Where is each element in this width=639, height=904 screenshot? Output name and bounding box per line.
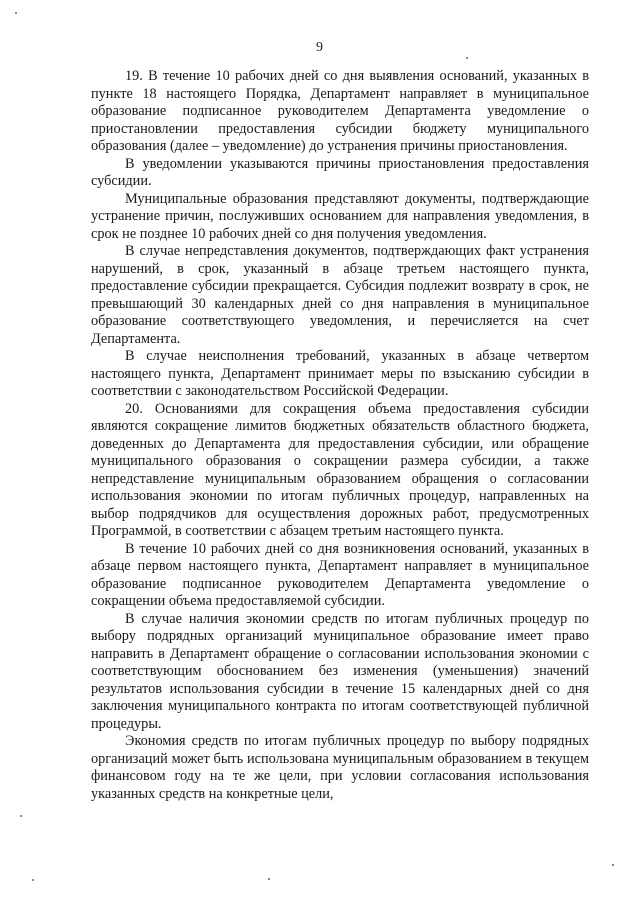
- scan-speck: [32, 879, 34, 881]
- paragraph-non-submission: В случае непредставления документов, подтверждающих факт устранения нарушений, в срок, указанный в абзаце третьем настоящего пункта, предоставление субсидии прекращается. Субсидия подлежит возврату в срок, не превышающий 30 календарных дней со дня направления в муниципальное образование соответствующего уведомления, и перечисляется на счет Департамента.: [91, 243, 589, 347]
- paragraph-reduction-notice: В течение 10 рабочих дней со дня возникновения оснований, указанных в абзаце первом настоящего пункта, Департамент направляет в муниципальное образование подписанное руководителем Департамента уведомление о сокращении объема предоставляемой субсидии.: [91, 540, 589, 609]
- page-number: 9: [316, 40, 323, 55]
- paragraph-documents: Муниципальные образования представляют документы, подтверждающие устранение причин, послуживших основанием для направления уведомления, в срок не позднее 10 рабочих дней со дня получения уведомления.: [91, 190, 589, 242]
- paragraph-20: 20. Основаниями для сокращения объема предоставления субсидии являются сокращение лимитов бюджетных обязательств областного бюджета, доведенных до Департамента для предоставления субсидии, или обращение муниципального образования о сокращении размера субсидии, а также непредставление муниципальным образованием обращения о согласовании использования экономии по итогам публичных процедур, направленных на выбор подрядчиков для осуществления дорожных работ, предусмотренных Программой, в соответствии с абзацем третьим настоящего пункта.: [91, 400, 589, 539]
- scan-speck: [268, 878, 270, 880]
- paragraph-notification-reasons: В уведомлении указываются причины приостановления предоставления субсидии.: [91, 155, 589, 189]
- paragraph-non-fulfillment: В случае неисполнения требований, указанных в абзаце четвертом настоящего пункта, Департамент принимает меры по взысканию субсидии в соответствии с законодательством Российской Федерации.: [91, 348, 589, 399]
- paragraph-savings: В случае наличия экономии средств по итогам публичных процедур по выбору подрядных организаций муниципальное образование имеет право направить в Департамент обращение о согласовании использования экономии с соответствующим обоснованием без изменения (уменьшения) значений результатов использования субсидии в течение 15 календарных дней со дня заключения муниципального контракта по итогам соответствующей публичной процедуры.: [91, 610, 589, 732]
- scan-speck: [612, 864, 614, 866]
- paragraph-19: 19. В течение 10 рабочих дней со дня выявления оснований, указанных в пункте 18 настоящего Порядка, Департамент направляет в муниципальное образование подписанное руководителем Департамента уведомление о приостановлении предоставления субсидии бюджету муниципального образования (далее – уведомление) до устранения причины приостановления.: [91, 68, 589, 154]
- scan-speck: [20, 815, 22, 817]
- page-body: [91, 68, 589, 803]
- scan-speck: [466, 57, 468, 59]
- scan-speck: [15, 12, 17, 14]
- paragraph-savings-use: Экономия средств по итогам публичных процедур по выбору подрядных организаций может быть использована муниципальным образованием в текущем финансовом году на те же цели, при условии согласования использования указанных средств на конкретные цели,: [91, 733, 589, 802]
